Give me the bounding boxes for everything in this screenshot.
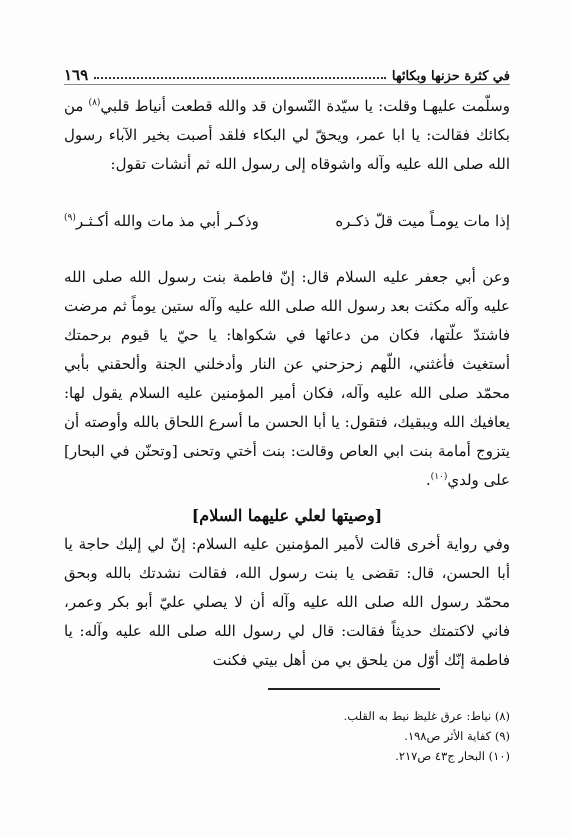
paragraph-1 bbox=[64, 92, 510, 179]
footnote-marker-9: (٩) bbox=[64, 213, 76, 223]
footnote-10: (١٠) البحار ج٤٣ ص٢١٧. bbox=[395, 749, 510, 763]
footnotes bbox=[64, 706, 510, 766]
poem-hemistich-1: إذا مات يومـاً ميت قلّ ذكـره bbox=[335, 212, 510, 230]
footnote-marker-10: (١٠) bbox=[430, 472, 448, 482]
paragraph-3 bbox=[64, 530, 510, 675]
header-dot-leader bbox=[94, 77, 386, 79]
paragraph-2-text-after: . bbox=[425, 471, 431, 489]
page-number: ١٦٩ bbox=[64, 66, 89, 84]
paragraph-3-text: وفي رواية أخرى قالت لأمير المؤمنين عليه السلام: إنّ لي إليك حاجة يا أبا الحسن، قال: تقضى يا بنت رسول الله، فقالت نشدتك بالله وبحق محمّد رسول الله صلى الله عليه وآله أن لا يصلي عليّ أبو بكر وعمر، فاني لاكتمتك حديثاً فقالت: قال لي رسول الله صلى الله عليه وآله: يا فاطمة إنّك أوّل من يلحق بي من أهل بيتي فكنت bbox=[64, 535, 510, 669]
poem-verse bbox=[64, 204, 510, 238]
footnote-marker-8: (٨) bbox=[88, 98, 101, 108]
paragraph-2-text: وعن أبي جعفر عليه السلام قال: إنّ فاطمة بنت رسول الله صلى الله عليه وآله مكثت بعد رسول الله صلى الله عليه وآله ستين يوماً ثم مرضت فاشتدّ علّتها، فكان من دعائها في شكواها: يا حيّ يا قيوم برحمتك أستغيث فأغثني، اللّهم زحزحني عن النار وأدخلني الجنة وألحقني بأبي محمّد صلى الله عليه وآله، فكان أمير المؤمنين عليه السلام يقول لها: يعافيك الله ويبقيك، فتقول: يا أبا الحسن ما أسرع اللحاق بالله وأوصته أن يتزوج أمامة بنت ابي العاص وقالت: بنت أختي وتحنى [وتحنّن في البحار] على ولدي bbox=[64, 268, 510, 489]
poem-hemistich-2: وذكـر أبي مذ مات والله أكـثـر bbox=[75, 212, 259, 230]
paragraph-1-text: وسلّمت عليهـا وقلت: يا سيّدة النّسوان قد والله قطعت أنياط قلبي bbox=[100, 97, 510, 115]
footnote-9: (٩) كفاية الأثر ص١٩٨. bbox=[404, 729, 510, 743]
paragraph-1-text-after: من بكائك فقالت: يا ابا عمر، ويحقّ لي البكاء فلقد أصبت بخير الآباء رسول الله صلى الله عليه وآله واشوقاه إلى رسول الله ثم أنشات تقول: bbox=[64, 97, 510, 173]
running-title: في كثرة حزنها وبكائها bbox=[391, 69, 510, 84]
paragraph-2 bbox=[64, 263, 510, 495]
section-heading: [وصيتها لعلي عليهما السلام] bbox=[191, 506, 383, 525]
footnote-separator bbox=[268, 688, 440, 690]
footnote-8: (٨) نياط: عرق غليظ نيط به القلب. bbox=[343, 709, 510, 723]
running-header bbox=[64, 58, 510, 85]
poem-hemistich-2-wrap bbox=[64, 212, 259, 230]
